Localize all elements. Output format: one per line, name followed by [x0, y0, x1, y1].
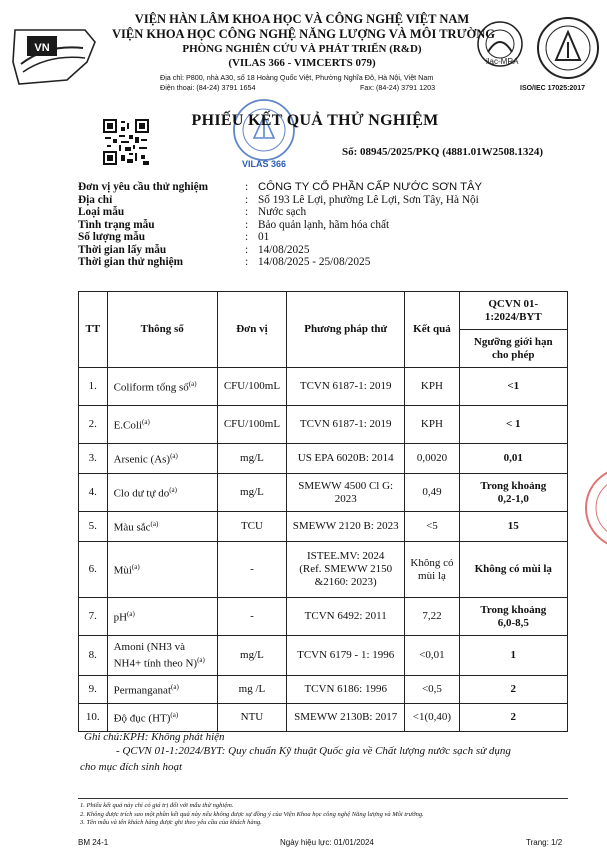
red-seal-stamp: [582, 448, 607, 568]
sample-info: [78, 181, 548, 269]
header-limit: Ngưỡng giới hạn cho phép: [459, 330, 567, 368]
header-method: Phương pháp thử: [287, 292, 405, 368]
ilac-vilas-logo: [7, 22, 103, 92]
table-row: 4. Clo dư tự $do^{(a)}$ mg/L SMEWW 4500 Cl G: 2023 0,49 Trong khoảng 0,2-1,0: [79, 474, 568, 512]
report-title: PHIẾU KẾT QUẢ THỬ NGHIỆM: [191, 112, 439, 129]
note-qcvn-cont: cho mục đích sinh hoạt: [80, 761, 183, 773]
info-row: Địa chỉ : Số 193 Lê Lợi, phường Lê Lợi, Sơn Tây, Hà Nội: [78, 193, 479, 206]
results-table: [78, 291, 568, 732]
footnotes: 1. Phiếu kết quả này chỉ có giá trị đối với mẫu thử nghiệm. 2. Không được trích sao một phần kết quả này nếu không được sự đồng ý của Viện Khoa học công nghệ Năng lượng và Môi trường. 3. Tên mẫu và tên khách hàng được ghi theo yêu cầu của khách hàng.: [80, 802, 424, 826]
info-row: Đơn vị yêu cầu thử nghiệm : CÔNG TY CỔ PHẦN CẤP NƯỚC SƠN TÂY: [78, 181, 483, 193]
header-result: Kết quả: [405, 292, 459, 368]
form-code: BM 24-1: [78, 838, 109, 847]
vilas-stamp: [228, 96, 300, 168]
info-row: Tình trạng mẫu : Bảo quản lạnh, hãm hóa chất: [78, 218, 390, 231]
address-line: Địa chỉ: P800, nhà A30, số 18 Hoàng Quốc Việt, Phường Nghĩa Đô, Hà Nội, Việt Nam: [160, 73, 434, 82]
institute-name: VIỆN HÀN LÂM KHOA HỌC VÀ CÔNG NGHỆ VIỆT NAM: [134, 12, 470, 26]
table-row: 5. Màu sắc$^{(a)}$ TCU SMEWW 2120 B: 2023 <5 15: [79, 512, 568, 542]
accreditation-codes: (VILAS 366 - VIMCERTS 079): [228, 57, 376, 69]
table-row: 6. Mùi$^{(a)}$ - ISTEE.MV: 2024 (Ref. SMEWW 2150 &2160: 2023) Không có mùi lạ Không có mùi lạ: [79, 542, 568, 598]
info-row: Loại mẫu : Nước sạch: [78, 206, 307, 218]
accreditation-logos: [468, 14, 607, 94]
institute-sub-name: VIỆN KHOA HỌC CÔNG NGHỆ NĂNG LƯỢNG VÀ MÔI TRƯỜNG: [112, 27, 496, 41]
table-row: 9. Permanganat$^{(a)}$ mg /L TCVN 6186: 1996 <0,5 2: [79, 676, 568, 704]
svg-text:VN: VN: [34, 42, 50, 54]
note-qcvn: - QCVN 01-1:2024/BYT: Quy chuẩn Kỹ thuật Quốc gia về Chất lượng nước sạch sử dụng: [116, 745, 511, 757]
department-name: PHÒNG NGHIÊN CỨU VÀ PHÁT TRIỂN (R&D): [182, 43, 422, 55]
table-row: 7. $pH^{(a)}$ - TCVN 6492: 2011 7,22 Trong khoảng 6,0-8,5: [79, 598, 568, 636]
header-standard: QCVN 01-1:2024/BYT: [459, 292, 567, 330]
table-row: 3. Arsenic $(As)^{(a)}$ mg/L US EPA 6020B: 2014 0,0020 0,01: [79, 444, 568, 474]
phone-line: Điện thoại: (84-24) 3791 1654: [160, 83, 256, 92]
footnote-divider: [78, 798, 568, 799]
note-kph: Ghi chú:KPH: Không phát hiện: [84, 731, 225, 743]
info-row: Thời gian lấy mẫu : 14/08/2025: [78, 243, 310, 256]
table-row: 2. E.Coli$^{(a)}$ CFU/100mL TCVN 6187-1: 2019 KPH < 1: [79, 406, 568, 444]
svg-text:VILAS 366: VILAS 366: [241, 159, 287, 168]
table-row: 1. Coliform tổng số$^{(a)}$ CFU/100mL TCVN 6187-1: 2019 KPH <1: [79, 368, 568, 406]
page-number: Trang: 1/2: [526, 838, 563, 847]
svg-text:ilac-MRA: ilac-MRA: [486, 57, 519, 66]
iso-label: ISO/IEC 17025:2017: [520, 85, 585, 92]
header-param: Thông số: [107, 292, 217, 368]
table-row: 10. Độ đục (HT)$^{(a)}$ NTU SMEWW 2130B: 2017 <1(0,40) 2: [79, 704, 568, 732]
effective-date: Ngày hiệu lực: 01/01/2024: [280, 838, 374, 847]
info-row: Thời gian thử nghiệm : 14/08/2025 - 25/08/2025: [78, 256, 371, 268]
header-tt: TT: [79, 292, 108, 368]
report-number: Số: 08945/2025/PKQ (4881.01W2508.1324): [342, 146, 544, 158]
fax-line: Fax: (84-24) 3791 1203: [360, 83, 436, 92]
header-unit: Đơn vị: [217, 292, 286, 368]
info-row: Số lượng mẫu : 01: [78, 231, 270, 243]
table-row: 8. Amoni (NH3 và NH4+ tính theo N)$^{(a)}$ mg/L TCVN 6179 - 1: 1996 <0,01 1: [79, 636, 568, 676]
